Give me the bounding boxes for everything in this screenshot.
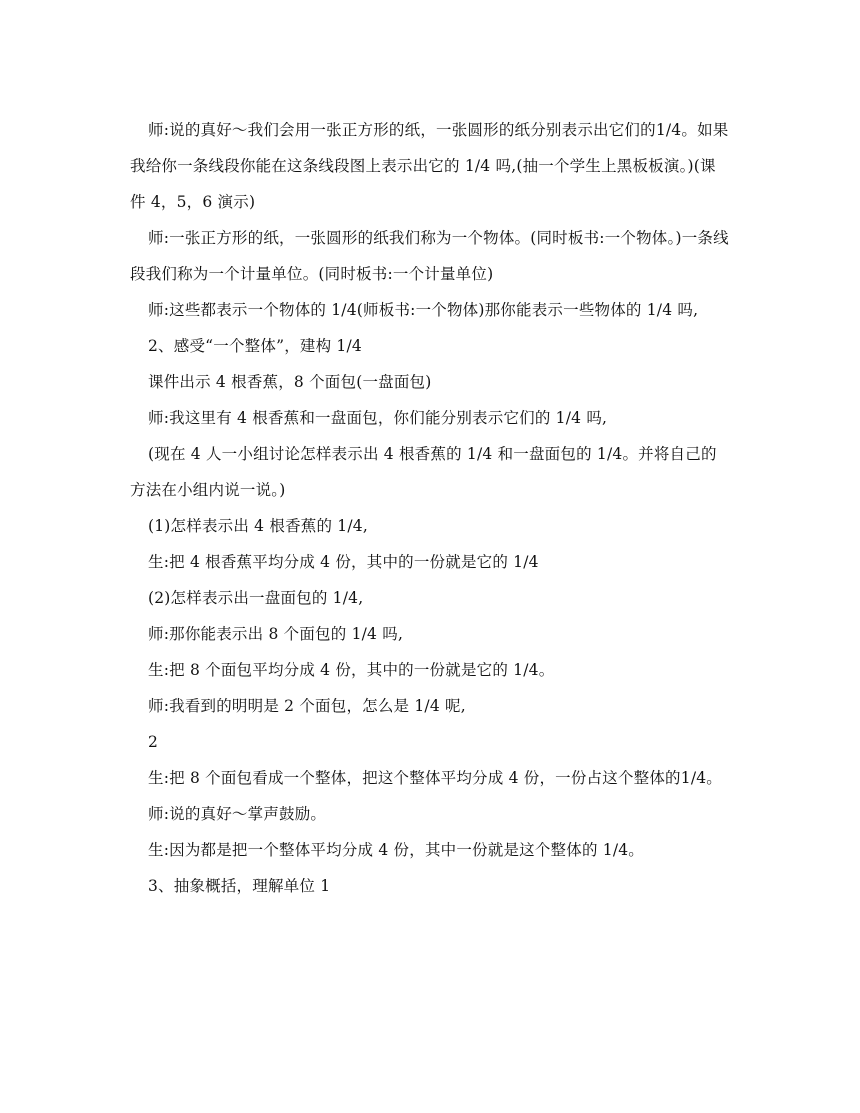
paragraph-1: 师:说的真好～我们会用一张正方形的纸，一张圆形的纸分别表示出它们的1/4。如果我给你一条线段你能在这条线段图上表示出它的 1/4 吗,(抽一个学生上黑板板演。)(课件 4，5，6 演示) <box>130 121 729 211</box>
paragraph-12: 生:把 8 个面包平均分成 4 份，其中的一份就是它的 1/4。 <box>148 661 555 679</box>
paragraph-7: (现在 4 人一小组讨论怎样表示出 4 根香蕉的 1/4 和一盘面包的 1/4。并将自己的方法在小组内说一说。) <box>130 445 717 499</box>
paragraph-16: 师:说的真好～掌声鼓励。 <box>148 805 327 823</box>
paragraph-9: 生:把 4 根香蕉平均分成 4 份，其中的一份就是它的 1/4 <box>148 553 539 571</box>
paragraph-15: 生:把 8 个面包看成一个整体，把这个整体平均分成 4 份，一份占这个整体的1/4。 <box>148 769 723 787</box>
paragraph-3: 师:这些都表示一个物体的 1/4(师板书:一个物体)那你能表示一些物体的 1/4 吗, <box>148 301 699 319</box>
paragraph-10: (2)怎样表示出一盘面包的 1/4, <box>148 589 364 607</box>
paragraph-11: 师:那你能表示出 8 个面包的 1/4 吗, <box>148 625 404 643</box>
paragraph-8: (1)怎样表示出 4 根香蕉的 1/4, <box>148 517 368 535</box>
section-heading-3: 3、抽象概括，理解单位 1 <box>148 877 331 895</box>
paragraph-17: 生:因为都是把一个整体平均分成 4 份，其中一份就是这个整体的 1/4。 <box>148 841 645 859</box>
document-body <box>130 112 730 904</box>
paragraph-5: 课件出示 4 根香蕉，8 个面包(一盘面包) <box>148 373 432 391</box>
paragraph-6: 师:我这里有 4 根香蕉和一盘面包，你们能分别表示它们的 1/4 吗, <box>148 409 608 427</box>
paragraph-13: 师:我看到的明明是 2 个面包，怎么是 1/4 呢, <box>148 697 466 715</box>
page-number: 2 <box>148 733 159 751</box>
section-heading-2: 2、感受“一个整体”，建构 1/4 <box>148 337 362 355</box>
paragraph-2: 师:一张正方形的纸，一张圆形的纸我们称为一个物体。(同时板书:一个物体。)一条线段我们称为一个计量单位。(同时板书:一个计量单位) <box>130 229 729 283</box>
